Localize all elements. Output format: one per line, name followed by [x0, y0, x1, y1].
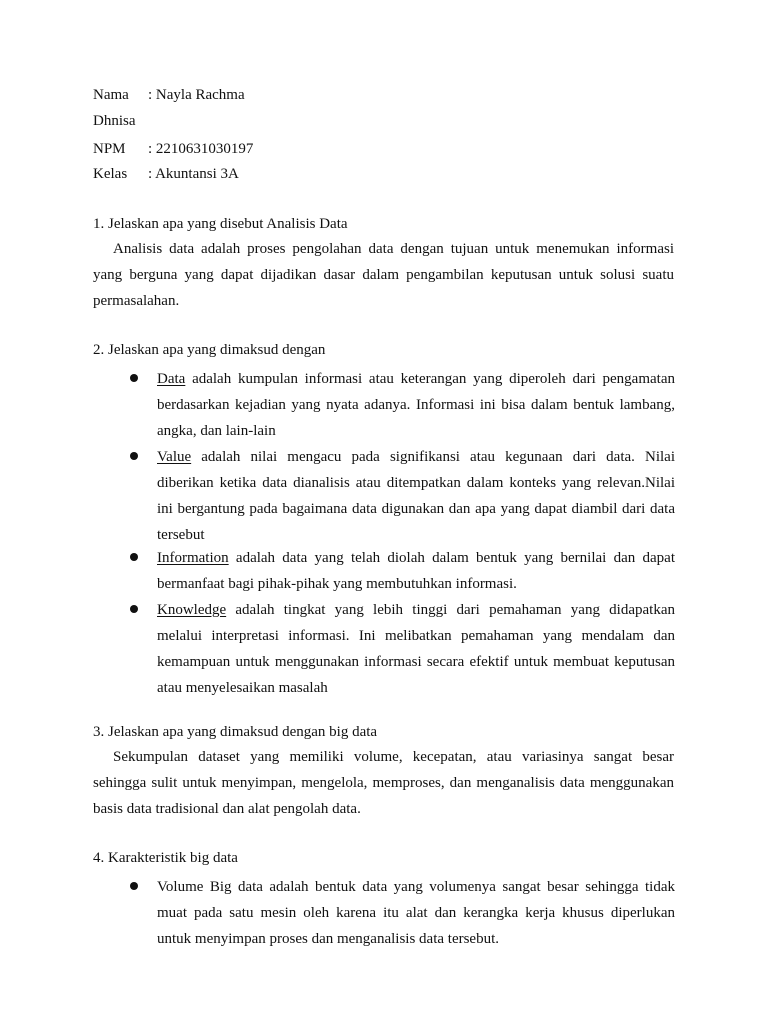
bullet-icon: [130, 882, 138, 890]
name-label: Nama: [93, 87, 129, 103]
class-label: Kelas: [93, 166, 128, 182]
q2-item-data-line: angka, dan lain-lain: [157, 423, 276, 439]
q2-item-information-line: Information adalah data yang telah diolah dalam bentuk yang bernilai dan dapat: [157, 550, 675, 566]
question-3-title: 3. Jelaskan apa yang dimaksud dengan big data: [93, 724, 378, 740]
q2-item-data-line: Data adalah kumpulan informasi atau keterangan yang diperoleh dari pengamatan: [157, 371, 675, 387]
question-2-title: 2. Jelaskan apa yang dimaksud dengan: [93, 342, 326, 358]
q4-item-volume-line: Volume Big data adalah bentuk data yang volumenya sangat besar sehingga tidak: [157, 879, 675, 895]
q3-answer-line: basis data tradisional dan alat pengolah data.: [93, 801, 361, 817]
name-value-continued: Dhnisa: [93, 113, 136, 129]
question-4-title: 4. Karakteristik big data: [93, 850, 238, 866]
name-value: : Nayla Rachma: [148, 87, 245, 103]
q2-item-data-line: berdasarkan kejadian yang nyata adanya. Informasi ini bisa dalam bentuk lambang,: [157, 397, 675, 413]
q2-item-information-line: bermanfaat bagi pihak-pihak yang membutuhkan informasi.: [157, 576, 517, 592]
npm-label: NPM: [93, 141, 126, 157]
q2-item-knowledge-line: Knowledge adalah tingkat yang lebih tinggi dari pemahaman yang didapatkan: [157, 602, 675, 618]
question-1-title: 1. Jelaskan apa yang disebut Analisis Data: [93, 216, 348, 232]
q4-item-volume-line: untuk menyimpan proses dan menganalisis data tersebut.: [157, 931, 500, 947]
q1-answer-line: permasalahan.: [93, 293, 180, 309]
q4-item-volume-line: muat pada satu mesin oleh karena itu alat dan kerangka kerja khusus diperlukan: [157, 905, 675, 921]
q2-item-value-line: Value adalah nilai mengacu pada signifikansi atau kegunaan dari data. Nilai: [157, 449, 675, 465]
q2-item-value-line: diberikan ketika data dianalisis atau ditempatkan dalam konteks yang relevan.Nilai: [157, 475, 675, 491]
q2-item-value-line: ini bergantung pada bagaimana data digunakan dan apa yang dapat diambil dari data: [157, 501, 675, 517]
bullet-icon: [130, 605, 138, 613]
term-information: Information: [157, 550, 229, 566]
q1-answer-line: yang berguna yang dapat dijadikan dasar dalam pengambilan keputusan untuk solusi suatu: [93, 267, 674, 283]
npm-value: : 2210631030197: [148, 141, 254, 157]
class-value: : Akuntansi 3A: [148, 166, 239, 182]
term-data: Data: [157, 371, 186, 387]
q2-item-knowledge-line: atau menyelesaikan masalah: [157, 680, 328, 696]
q2-item-knowledge-line: kemampuan untuk menggunakan informasi secara efektif untuk membuat keputusan: [157, 654, 675, 670]
q3-answer-line: sehingga sulit untuk menyimpan, mengelola, memproses, dan menganalisis data menggunakan: [93, 775, 674, 791]
q2-item-value-line: tersebut: [157, 527, 205, 543]
bullet-icon: [130, 374, 138, 382]
q3-answer-line: Sekumpulan dataset yang memiliki volume, kecepatan, atau variasinya sangat besar: [113, 749, 674, 765]
term-value: Value: [157, 449, 192, 465]
bullet-icon: [130, 553, 138, 561]
bullet-icon: [130, 452, 138, 460]
q2-item-knowledge-line: melalui interpretasi informasi. Ini melibatkan pemahaman yang mendalam dan: [157, 628, 675, 644]
term-knowledge: Knowledge: [157, 602, 227, 618]
q1-answer-line: Analisis data adalah proses pengolahan data dengan tujuan untuk menemukan informasi: [113, 241, 674, 257]
